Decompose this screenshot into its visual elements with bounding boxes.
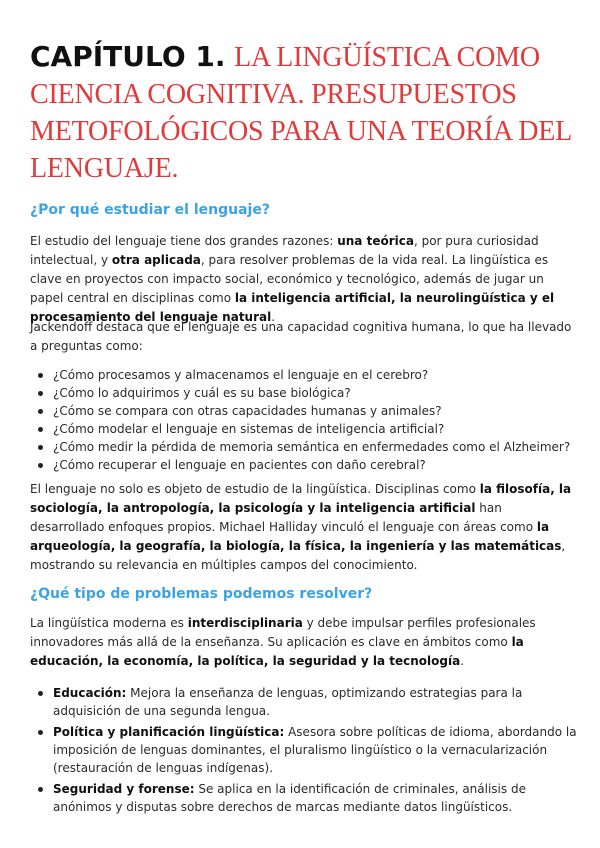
- area-label: Seguridad y forense:: [53, 782, 195, 796]
- text-run: .: [460, 654, 465, 668]
- text-run: La lingüística moderna es: [30, 616, 188, 630]
- paragraph-intro: [30, 232, 578, 327]
- text-run: y debe impulsar perfiles profesionales innovadores más allá de la enseñanza. Su aplicación es clave en ámbitos como: [30, 616, 536, 649]
- bold-run: otra aplicada: [111, 253, 201, 267]
- area-text: Mejora la enseñanza de lenguas, optimizando estrategias para la adquisición de una segunda lengua.: [53, 686, 523, 718]
- list-item: ¿Cómo lo adquirimos y cuál es su base biológica?: [30, 384, 580, 402]
- text-run: han desarrollado enfoques propios. Michael Halliday vinculó el lenguaje con áreas como: [30, 501, 537, 534]
- bold-run: la educación, la economía, la política, la seguridad y la tecnología: [30, 635, 524, 668]
- area-text: Asesora sobre políticas de idioma, abordando la imposición de lenguas dominantes, el pluralismo lingüístico o la vernacularización (restauración de lenguas indígenas).: [53, 725, 577, 775]
- paragraph-jackendoff: Jackendoff destaca que el lenguaje es una capacidad cognitiva humana, lo que ha llevado a preguntas como:: [30, 320, 572, 353]
- bold-run: la arqueología, la geografía, la biología, la física, la ingeniería y las matemáticas: [30, 520, 562, 553]
- text-run: , por pura curiosidad intelectual, y: [30, 234, 539, 267]
- paragraph-interdisciplinary: [30, 614, 578, 671]
- text-run: .: [271, 310, 276, 324]
- area-text: Se aplica en la identificación de criminales, análisis de anónimos y disputas sobre derechos de marcas mediante datos lingüísticos.: [53, 782, 526, 814]
- bold-run: interdisciplinaria: [187, 616, 303, 630]
- list-item: ¿Cómo procesamos y almacenamos el lenguaje en el cerebro?: [30, 366, 580, 384]
- text-run: , mostrando su relevancia en múltiples campos del conocimiento.: [30, 539, 566, 572]
- bold-run: una teórica: [337, 234, 414, 248]
- list-item: ¿Cómo recuperar el lenguaje en pacientes con daño cerebral?: [30, 456, 580, 474]
- text-run: , para resolver problemas de la vida real. La lingüística es clave en proyectos con impacto social, económico y tecnológico, además de jugar un papel central en disciplinas como: [30, 253, 549, 305]
- chapter-title: [30, 38, 580, 187]
- chapter-heading: LA LINGÜÍSTICA COMO CIENCIA COGNITIVA. PRESUPUESTOS METOFOLÓGICOS PARA UNA TEORÍA DEL LENGUAJE.: [30, 42, 572, 184]
- list-item: ¿Cómo medir la pérdida de memoria semántica en enfermedades como el Alzheimer?: [30, 438, 580, 456]
- chapter-label: CAPÍTULO 1.: [30, 40, 226, 73]
- section-heading-why: ¿Por qué estudiar el lenguaje?: [30, 202, 270, 218]
- bold-run: la inteligencia artificial, la neurolingüística y el procesamiento del lenguaje natural: [30, 291, 555, 324]
- area-label: Educación:: [53, 686, 127, 700]
- bold-run: la filosofía, la sociología, la antropología, la psicología y la inteligencia artificial: [30, 482, 572, 515]
- section-heading-problems: ¿Qué tipo de problemas podemos resolver?: [30, 586, 373, 602]
- list-item: [30, 723, 580, 777]
- list-item: [30, 684, 580, 720]
- area-label: Política y planificación lingüística:: [53, 725, 285, 739]
- text-run: El lenguaje no solo es objeto de estudio de la lingüística. Disciplinas como: [30, 482, 480, 496]
- questions-list: [30, 366, 580, 474]
- application-areas-list: [30, 684, 580, 819]
- list-item: ¿Cómo modelar el lenguaje en sistemas de inteligencia artificial?: [30, 420, 580, 438]
- text-run: El estudio del lenguaje tiene dos grandes razones:: [30, 234, 338, 248]
- paragraph-disciplines: [30, 480, 578, 575]
- list-item: ¿Cómo se compara con otras capacidades humanas y animales?: [30, 402, 580, 420]
- list-item: [30, 780, 580, 816]
